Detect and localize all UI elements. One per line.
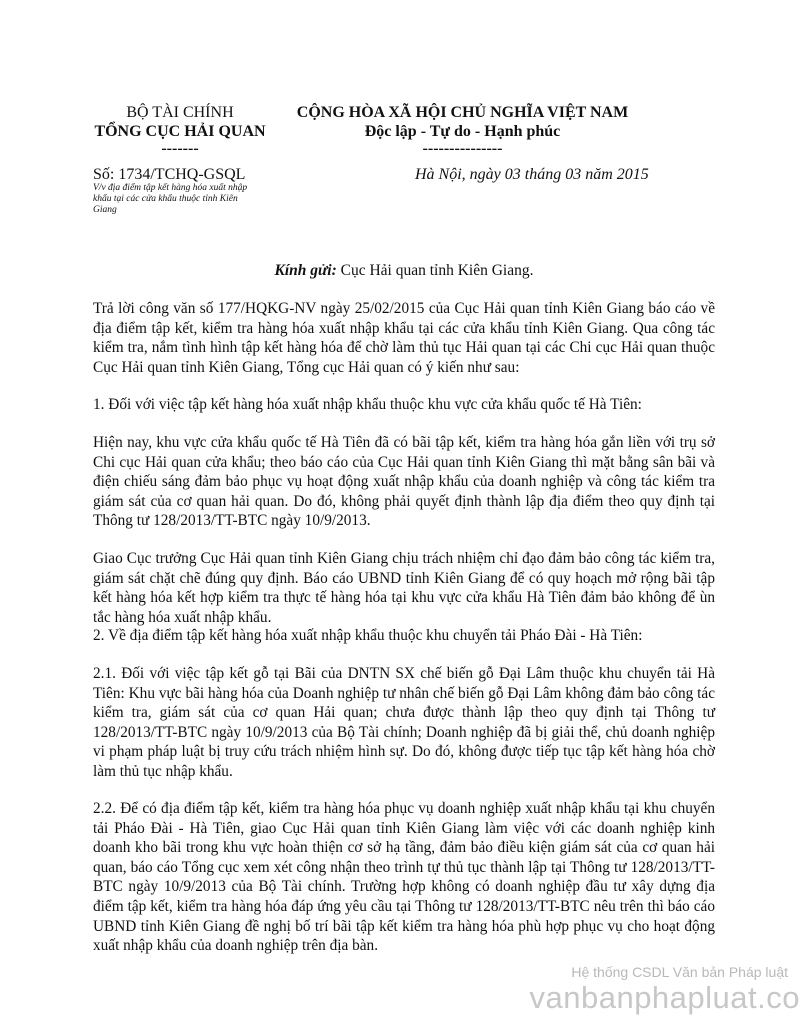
paragraph-section-2-1: 2.1. Đối với việc tập kết gỗ tại Bãi của DNTN SX chế biến gỗ Đại Lâm thuộc khu chuyển tải Hà Tiên: Khu vực bãi hàng hóa của Doanh nghiệp tư nhân chế biến gỗ Đại Lâm không đảm bảo công tác kiểm tra, giám sát của cơ quan Hải quan; chưa được thành lập theo quy định tại Thông tư 128/2013/TT-BTC ngày 10/9/2013 của Bộ Tài chính; Doanh nghiệp đã bị giải thể, chủ doanh nghiệp vi phạm pháp luật bị truy cứu trách nhiệm hình sự. Do đó, không được tiếp tục tập kết hàng hóa chờ làm thủ tục nhập khẩu.: [93, 665, 715, 780]
motto-separator: ---------------: [422, 140, 503, 157]
nation-title: CỘNG HÒA XÃ HỘI CHỦ NGHĨA VIỆT NAM: [296, 104, 629, 121]
recipient-name: Cục Hải quan tỉnh Kiên Giang.: [336, 262, 534, 279]
paragraph-section-1-assignment: Giao Cục trưởng Cục Hải quan tỉnh Kiên Giang chịu trách nhiệm chỉ đạo đảm bảo công tác kiểm tra, giám sát chặt chẽ đúng quy định. Báo cáo UBND tỉnh Kiên Giang để có quy hoạch mở rộng bãi tập kết hàng hóa kết hợp kiểm tra thực tế hàng hóa tại khu vực cửa khẩu Hà Tiên đảm bảo không để ùn tắc hàng hóa xuất nhập khẩu.: [93, 550, 715, 626]
motto: Độc lập - Tự do - Hạnh phúc: [364, 123, 561, 140]
ministry-name: BỘ TÀI CHÍNH: [126, 104, 234, 121]
paragraph-intro: Trả lời công văn số 177/HQKG-NV ngày 25/02/2015 của Cục Hải quan tỉnh Kiên Giang báo cáo về địa điểm tập kết, kiểm tra hàng hóa xuất nhập khẩu tại các cửa khẩu tỉnh Kiên Giang. Qua công tác kiểm tra, nắm tình hình tập kết hàng hóa để chờ làm thủ tục Hải quan tại các Chi cục Hải quan thuộc Cục Hải quan tỉnh Kiên Giang, Tổng cục Hải quan có ý kiến như sau:: [93, 300, 715, 376]
watermark-caption: Hệ thống CSDL Văn bản Pháp luật: [571, 964, 788, 980]
place-date: Hà Nội, ngày 03 tháng 03 năm 2015: [415, 166, 649, 183]
paragraph-section-2: 2. Về địa điểm tập kết hàng hóa xuất nhập khẩu thuộc khu chuyển tải Pháo Đài - Hà Tiên:: [93, 627, 643, 644]
paragraph-section-2-2: 2.2. Để có địa điểm tập kết, kiểm tra hàng hóa phục vụ doanh nghiệp xuất nhập khẩu tại khu chuyển tải Pháo Đài - Hà Tiên, giao Cục Hải quan tỉnh Kiên Giang làm việc với các doanh nghiệp kinh doanh kho bãi trong khu vực hoàn thiện cơ sở hạ tầng, đảm bảo điều kiện giám sát của cơ quan hải quan, báo cáo Tổng cục xem xét công nhận theo trình tự thủ tục thành lập tại Thông tư 128/2013/TT-BTC ngày 10/9/2013 của Bộ Tài chính. Trường hợp không có doanh nghiệp đầu tư xây dựng địa điểm tập kết, kiểm tra hàng hóa đáp ứng yêu cầu tại Thông tư 128/2013/TT-BTC nêu trên thì báo cáo UBND tỉnh Kiên Giang đề nghị bố trí bãi tập kết kiểm tra hàng hóa phù hợp phục vụ cho hoạt động xuất nhập khẩu của doanh nghiệp trên địa bàn.: [93, 800, 715, 955]
department-name: TỔNG CỤC HẢI QUAN: [94, 123, 266, 140]
subject-line: Giang: [93, 205, 117, 215]
watermark-site: vanbanphapluat.co: [529, 980, 800, 1015]
paragraph-section-1: 1. Đối với việc tập kết hàng hóa xuất nhập khẩu thuộc khu vực cửa khẩu quốc tế Hà Tiên:: [93, 396, 642, 413]
paragraph-section-1-body: Hiện nay, khu vực cửa khẩu quốc tế Hà Tiên đã có bãi tập kết, kiểm tra hàng hóa gắn liền với trụ sở Chi cục Hải quan cửa khẩu; theo báo cáo của Cục Hải quan tỉnh Kiên Giang thì mặt bằng sân bãi và điện chiếu sáng đảm bảo phục vụ hoạt động xuất nhập khẩu của doanh nghiệp và công tác kiểm tra giám sát của cơ quan hải quan. Do đó, không phải quyết định thành lập địa điểm theo quy định tại Thông tư 128/2013/TT-BTC ngày 10/9/2013.: [93, 434, 715, 530]
subject-line: khẩu tại các cửa khẩu thuộc tỉnh Kiên: [93, 194, 238, 204]
recipient-label: Kính gửi:: [274, 262, 337, 279]
document-number: Số: 1734/TCHQ-GSQL: [93, 166, 246, 183]
recipient-line: [93, 262, 715, 280]
document-subject: [93, 183, 293, 216]
department-separator: -------: [161, 140, 199, 157]
subject-line: V/v địa điểm tập kết hàng hóa xuất nhập: [93, 183, 248, 193]
